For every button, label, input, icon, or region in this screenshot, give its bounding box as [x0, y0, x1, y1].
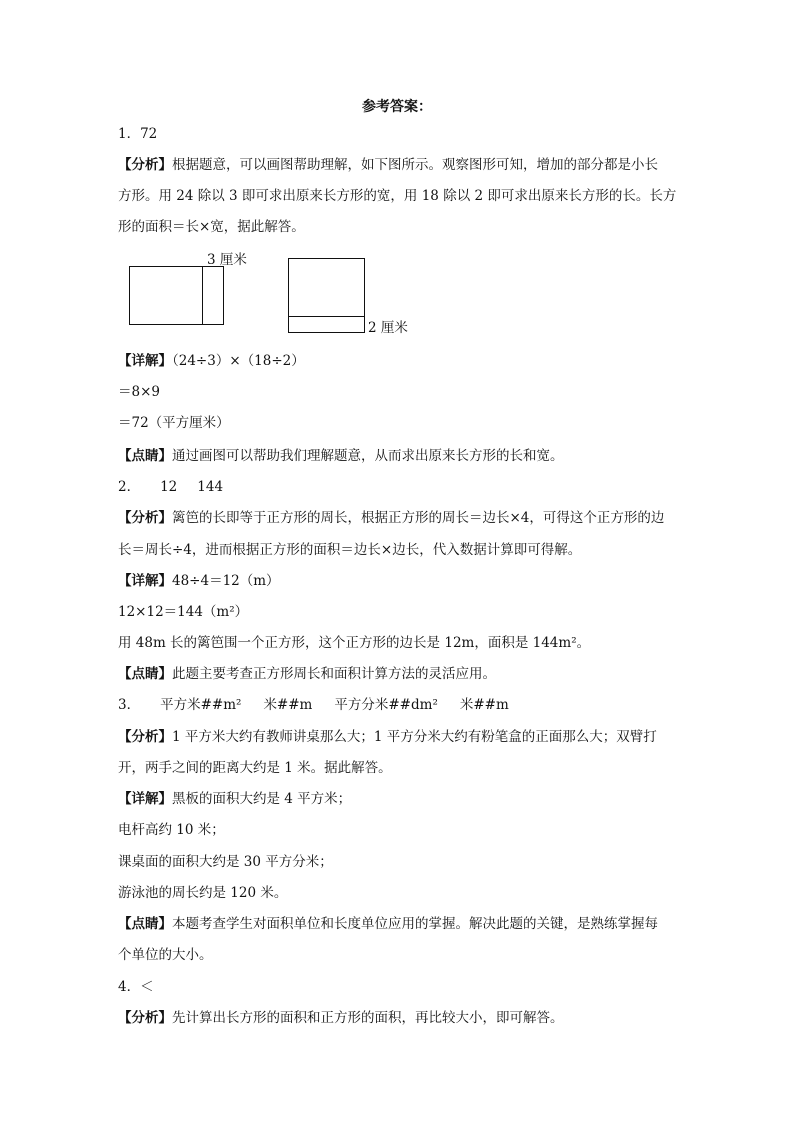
q3-analysis-line-2: 开，两手之间的距离大约是 1 米。据此解答。	[118, 760, 392, 776]
point-tag: 【点睛】	[118, 916, 172, 932]
q3-detail-line-2: 电杆高约 10 米；	[118, 822, 225, 838]
q2-point-line: 【点睛】此题主要考查正方形周长和面积计算方法的灵活应用。	[118, 666, 496, 682]
q2-analysis-line-1: 【分析】篱笆的长即等于正方形的周长，根据正方形的周长＝边长×4，可得这个正方形的边	[118, 510, 665, 526]
q1-detail-line-3: ＝72（平方厘米）	[118, 415, 230, 431]
analysis-tag: 【分析】	[118, 510, 172, 526]
detail-tag: 【详解】	[118, 353, 172, 369]
q2-detail-line-3: 用 48m 长的篱笆围一个正方形，这个正方形的边长是 12m，面积是 144m²。	[118, 635, 591, 651]
q3-analysis-line-1: 【分析】1 平方米大约有教师讲桌那么大；1 平方分米大约有粉笔盒的正面那么大；双臂打	[118, 729, 657, 745]
analysis-tag: 【分析】	[118, 1010, 172, 1026]
q2-detail-line-2: 12×12＝144（m²）	[118, 604, 249, 620]
q1-detail-line-1: 【详解】（24÷3）×（18÷2）	[118, 353, 305, 369]
q4-analysis-line: 【分析】先计算出长方形的面积和正方形的面积，再比较大小，即可解答。	[118, 1010, 564, 1026]
q3-point-line-2: 个单位的大小。	[118, 947, 213, 963]
q3-answer-line: 3． 平方米##m² 米##m 平方分米##dm² 米##m	[118, 697, 509, 713]
analysis-tag: 【分析】	[118, 157, 172, 173]
figure-square-2	[288, 258, 366, 334]
q3-detail-line-3: 课桌面的面积大约是 30 平方分米；	[118, 854, 333, 870]
q1-number: 1．72	[118, 126, 158, 142]
figure-label-2cm: 2 厘米	[368, 320, 408, 336]
figure-label-3cm: 3 厘米	[207, 252, 247, 268]
q2-detail-line-1: 【详解】48÷4＝12（m）	[118, 573, 280, 589]
point-tag: 【点睛】	[118, 448, 172, 464]
q1-analysis-line-1: 【分析】根据题意，可以画图帮助理解，如下图所示。观察图形可知，增加的部分都是小长	[118, 157, 658, 173]
q1-point-line: 【点睛】通过画图可以帮助我们理解题意，从而求出原来长方形的长和宽。	[118, 448, 564, 464]
q3-detail-line-1: 【详解】黑板的面积大约是 4 平方米；	[118, 791, 352, 807]
point-tag: 【点睛】	[118, 666, 172, 682]
detail-tag: 【详解】	[118, 791, 172, 807]
page-title: 参考答案：	[362, 99, 432, 115]
q1-analysis-line-3: 形的面积＝长×宽，据此解答。	[118, 219, 305, 235]
q3-detail-line-4: 游泳池的周长约是 120 米。	[118, 885, 288, 901]
q4-answer-line: 4．＜	[118, 979, 154, 995]
q3-point-line-1: 【点睛】本题考查学生对面积单位和长度单位应用的掌握。解决此题的关键，是熟练掌握每	[118, 916, 658, 932]
q1-analysis-line-2: 方形。用 24 除以 3 即可求出原来长方形的宽，用 18 除以 2 即可求出原来长方形的长。长方	[118, 188, 677, 204]
analysis-tag: 【分析】	[118, 729, 172, 745]
q1-detail-line-2: ＝8×9	[118, 384, 160, 400]
detail-tag: 【详解】	[118, 573, 172, 589]
q2-answer-line: 2． 12 144	[118, 479, 224, 495]
q2-analysis-line-2: 长＝周长÷4，进而根据正方形的面积＝边长×边长，代入数据计算即可得解。	[118, 542, 582, 558]
figure-rectangle-1	[129, 266, 225, 326]
